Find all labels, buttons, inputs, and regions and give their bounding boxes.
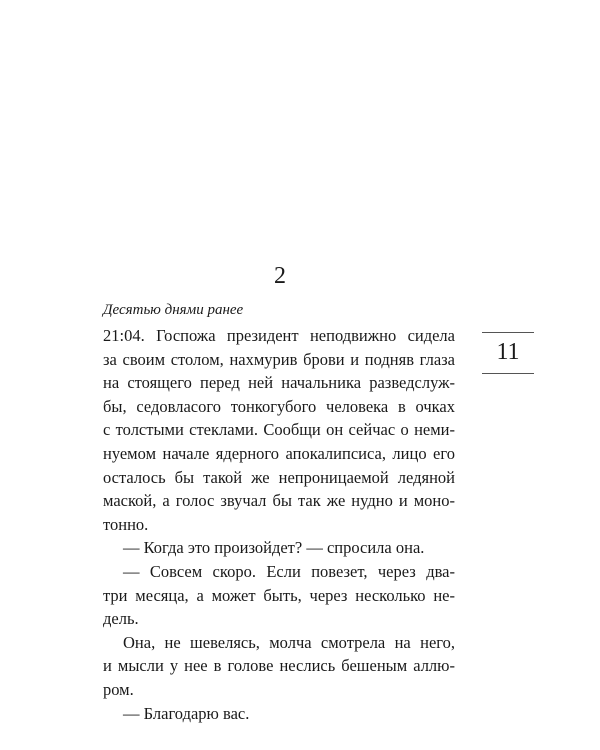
text-line: осталось бы такой же непроницаемой ледяной [103,467,455,487]
text-line: — Когда это произойдет? — спросила она. [123,538,425,558]
text-line: маской, а голос звучал бы так же нудно и моно- [103,491,455,511]
text-line: и мысли у нее в голове неслись бешеным аллю- [103,656,455,676]
text-line: 21:04. Госпожа президент неподвижно сидела [103,326,455,345]
text-line: Она, не шевелясь, молча смотрела на него, [123,632,455,652]
text-line: дель. [103,609,139,629]
text-line: с толстыми стеклами. Сообщи он сейчас о неми- [103,420,455,440]
text-line: три месяца, а может быть, через несколько не- [103,585,455,605]
text-line: бы, седовласого тонкогубого человека в очках [103,396,455,416]
body-text [103,324,455,725]
chapter-epigraph: Десятью днями ранее [103,302,244,318]
text-line: нуемом начале ядерного апокалипсиса, лицо его [103,443,455,463]
text-line: ром. [103,679,134,699]
page-number: 11 [482,332,534,374]
text-line: тонно. [103,514,149,534]
text-line: за своим столом, нахмурив брови и подняв глаза [103,349,455,369]
text-line: — Совсем скоро. Если повезет, через два- [123,561,455,581]
text-line: — Благодарю вас. [123,703,250,723]
text-line: на стоящего перед ней начальника разведслуж- [103,373,455,393]
chapter-number: 2 [274,263,286,289]
